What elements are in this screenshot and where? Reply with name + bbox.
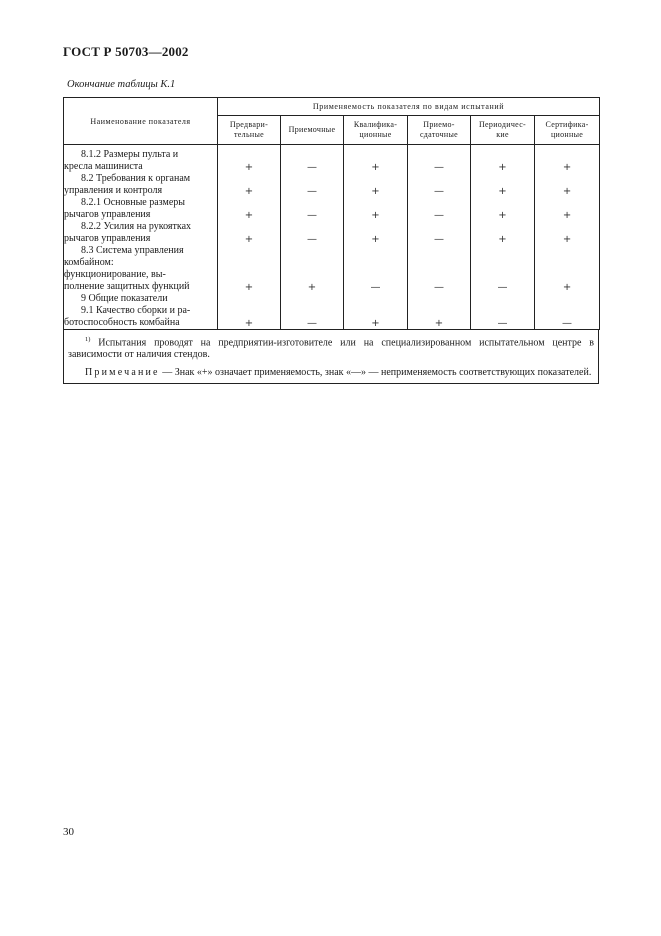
test-type-column-header [471,116,535,145]
column-header-line: Приемо- [423,120,455,129]
table-row [64,197,600,221]
footnote [68,334,594,361]
column-header-line: ционные [359,130,392,139]
applicability-table [63,97,600,330]
indicator-name-line: 8.2.2 Усилия на рукоятках [81,221,192,232]
applicability-mark: + [535,197,600,221]
applicability-table-container [63,97,599,384]
applicability-mark: — [408,197,471,221]
indicator-name-line: 8.2.1 Основные размеры [81,197,185,208]
applicability-mark: + [535,173,600,197]
applicability-mark [408,293,471,305]
column-header-line: Сертифика- [545,120,589,129]
table-row [64,293,600,305]
column-header-line: Квалифика- [353,120,398,129]
indicator-name-cell [64,145,218,174]
test-type-column-header [535,116,600,145]
applicability-mark: + [344,305,408,330]
page-number: 30 [63,826,74,838]
column-header-line: Периодичес- [478,120,527,129]
column-header-line: ционные [550,130,584,139]
column-header-line: Приемочные [288,125,336,134]
indicator-name-line: 9.1 Качество сборки и ра- [81,305,191,316]
indicator-name-line: 8.3 Система управления [81,245,184,256]
applicability-mark: + [218,221,281,245]
table-note [68,367,594,379]
applicability-mark: — [408,245,471,293]
table-row [64,305,600,330]
test-type-column-header [281,116,344,145]
test-type-column-header [408,116,471,145]
indicator-name-cell [64,221,218,245]
indicator-name-line: функционирование, вы- [64,269,166,280]
applicability-mark: + [535,221,600,245]
table-row [64,145,600,174]
indicator-name-cell [64,197,218,221]
applicability-mark: + [218,305,281,330]
column-header-line: тельные [234,130,264,139]
applicability-mark: + [218,245,281,293]
table-caption: Окончание таблицы К.1 [67,79,176,90]
table-footnote-block [63,330,599,384]
indicator-name-line: ботоспособность комбайна [64,317,180,328]
indicator-name-cell [64,293,218,305]
applicability-mark: — [281,145,344,174]
applicability-mark [535,293,600,305]
indicator-name-line: рычагов управления [64,209,151,220]
applicability-mark [344,293,408,305]
column-header-line: сдаточные [419,130,459,139]
applicability-mark: — [281,221,344,245]
applicability-mark: — [535,305,600,330]
applicability-mark: + [535,145,600,174]
test-type-column-header [344,116,408,145]
footnote-text: Испытания проводят на предприятии-изготовителе или на специализированном испытательном центре в зависимости от наличия стендов. [68,337,594,361]
applicability-mark: — [471,245,535,293]
applicability-mark: + [408,305,471,330]
indicator-name-line: полнение защитных функций [64,281,190,292]
indicator-name-header: Наименование показателя [64,98,218,145]
applicability-mark: + [218,197,281,221]
indicator-name-cell [64,245,218,293]
applicability-mark: + [344,173,408,197]
applicability-mark: + [344,145,408,174]
indicator-name-line: рычагов управления [64,233,151,244]
applicability-mark: + [344,197,408,221]
indicator-name-line: комбайном: [64,257,114,268]
document-header: ГОСТ Р 50703—2002 [63,44,189,59]
indicator-name-line: управления и контроля [64,185,163,196]
note-label: Примечание [85,367,160,379]
column-header-line: кие [496,130,509,139]
applicability-mark: — [281,197,344,221]
indicator-name-line: кресла машиниста [64,161,143,172]
applicability-mark [218,293,281,305]
applicability-mark: + [535,245,600,293]
applicability-mark [471,293,535,305]
indicator-name-line: 8.1.2 Размеры пульта и [81,149,179,160]
indicator-name-cell [64,305,218,330]
applicability-mark: — [281,173,344,197]
table-row [64,245,600,293]
applicability-mark: — [344,245,408,293]
footnote-marker: 1) [85,336,91,343]
table-row [64,173,600,197]
applicability-mark: + [471,145,535,174]
column-header-line: Предвари- [229,120,269,129]
applicability-mark: — [471,305,535,330]
applicability-mark: + [281,245,344,293]
applicability-mark [281,293,344,305]
applicability-mark: — [408,173,471,197]
indicator-name-line: 8.2 Требования к органам [81,173,191,184]
indicator-name-line: 9 Общие показатели [81,293,168,304]
indicator-name-cell [64,173,218,197]
table-row [64,221,600,245]
applicability-mark: + [471,221,535,245]
test-types-group-header: Применяемость показателя по видам испытаний [218,98,600,116]
applicability-mark: + [218,145,281,174]
applicability-mark: + [471,173,535,197]
applicability-mark: — [408,221,471,245]
applicability-mark: + [218,173,281,197]
applicability-mark: + [471,197,535,221]
applicability-mark: — [408,145,471,174]
applicability-mark: + [344,221,408,245]
test-type-column-header [218,116,281,145]
applicability-mark: — [281,305,344,330]
note-text: — Знак «+» означает применяемость, знак «—» — неприменяемость соответствующих показателей. [162,367,592,379]
